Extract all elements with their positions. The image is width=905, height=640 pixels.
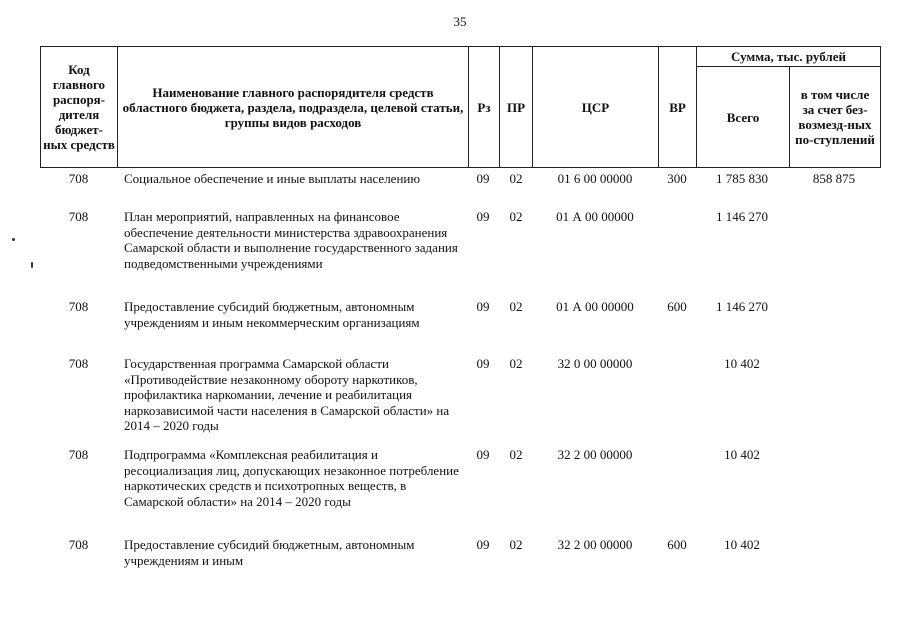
cell-total: 1 785 830 [716,171,768,186]
cell-vr: 300 [667,171,687,186]
header-csr: ЦСР [532,46,659,168]
header-total: Всего [696,66,790,168]
scan-speck [31,262,33,268]
cell-name: Социальное обеспечение и иные выплаты населению [124,171,421,186]
cell-total: 10 402 [724,447,760,462]
cell-vr: 600 [667,537,687,552]
cell-total: 1 146 270 [716,209,768,224]
cell-pr: 02 [509,356,523,371]
cell-code: 708 [68,447,89,462]
cell-name: Подпрограмма «Комплексная реабилитация и ресоциализация лиц, допускающих незаконное потребление наркотических средств и психотропных веществ, в Самарской области» на 2014 – 2020 годы [124,447,459,509]
page-number: 35 [453,14,467,29]
header-rz: Рз [468,46,500,168]
cell-code: 708 [68,537,89,552]
header-free: в том числе за счет без-возмезд-ных по-ступлений [789,66,881,168]
cell-pr: 02 [509,299,523,314]
cell-name: Государственная программа Самарской области «Противодействие незаконному обороту наркотиков, профилактика наркомании, лечение и реабилитация наркозависимой части населения в Самарской области» на 2014 – 2020 годы [124,356,450,433]
cell-vr: 600 [667,299,687,314]
cell-name: Предоставление субсидий бюджетным, автономным учреждениям и иным некоммерческим организациям [124,299,420,330]
cell-code: 708 [68,356,89,371]
cell-pr: 02 [509,209,523,224]
cell-name: План мероприятий, направленных на финансовое обеспечение деятельности министерства здравоохранения Самарской области и выполнение государственного задания подведомственными учреждениями [124,209,458,271]
cell-name: Предоставление субсидий бюджетным, автономным учреждениям и иным [124,537,415,568]
cell-csr: 32 0 00 00000 [557,356,633,371]
cell-rz: 09 [476,537,490,552]
scan-speck [12,238,15,241]
header-vr: ВР [658,46,697,168]
header-name: Наименование главного распорядителя средств областного бюджета, раздела, подраздела, целевой статьи, группы видов расходов [117,46,469,168]
cell-rz: 09 [476,209,490,224]
cell-rz: 09 [476,299,490,314]
cell-total: 1 146 270 [716,299,768,314]
cell-csr: 01 А 00 00000 [556,299,634,314]
cell-total: 10 402 [724,356,760,371]
cell-rz: 09 [476,447,490,462]
cell-code: 708 [68,171,89,186]
cell-pr: 02 [509,537,523,552]
cell-csr: 32 2 00 00000 [557,447,633,462]
cell-code: 708 [68,209,89,224]
cell-pr: 02 [509,171,523,186]
cell-total: 10 402 [724,537,760,552]
cell-csr: 32 2 00 00000 [557,537,633,552]
cell-free: 858 875 [812,171,856,186]
cell-pr: 02 [509,447,523,462]
header-sum: Сумма, тыс. рублей [696,46,881,67]
cell-csr: 01 6 00 00000 [557,171,633,186]
cell-csr: 01 А 00 00000 [556,209,634,224]
header-code: Код главного распоря-дителя бюджет-ных средств [40,46,118,168]
header-pr: ПР [499,46,533,168]
cell-rz: 09 [476,171,490,186]
cell-rz: 09 [476,356,490,371]
cell-code: 708 [68,299,89,314]
